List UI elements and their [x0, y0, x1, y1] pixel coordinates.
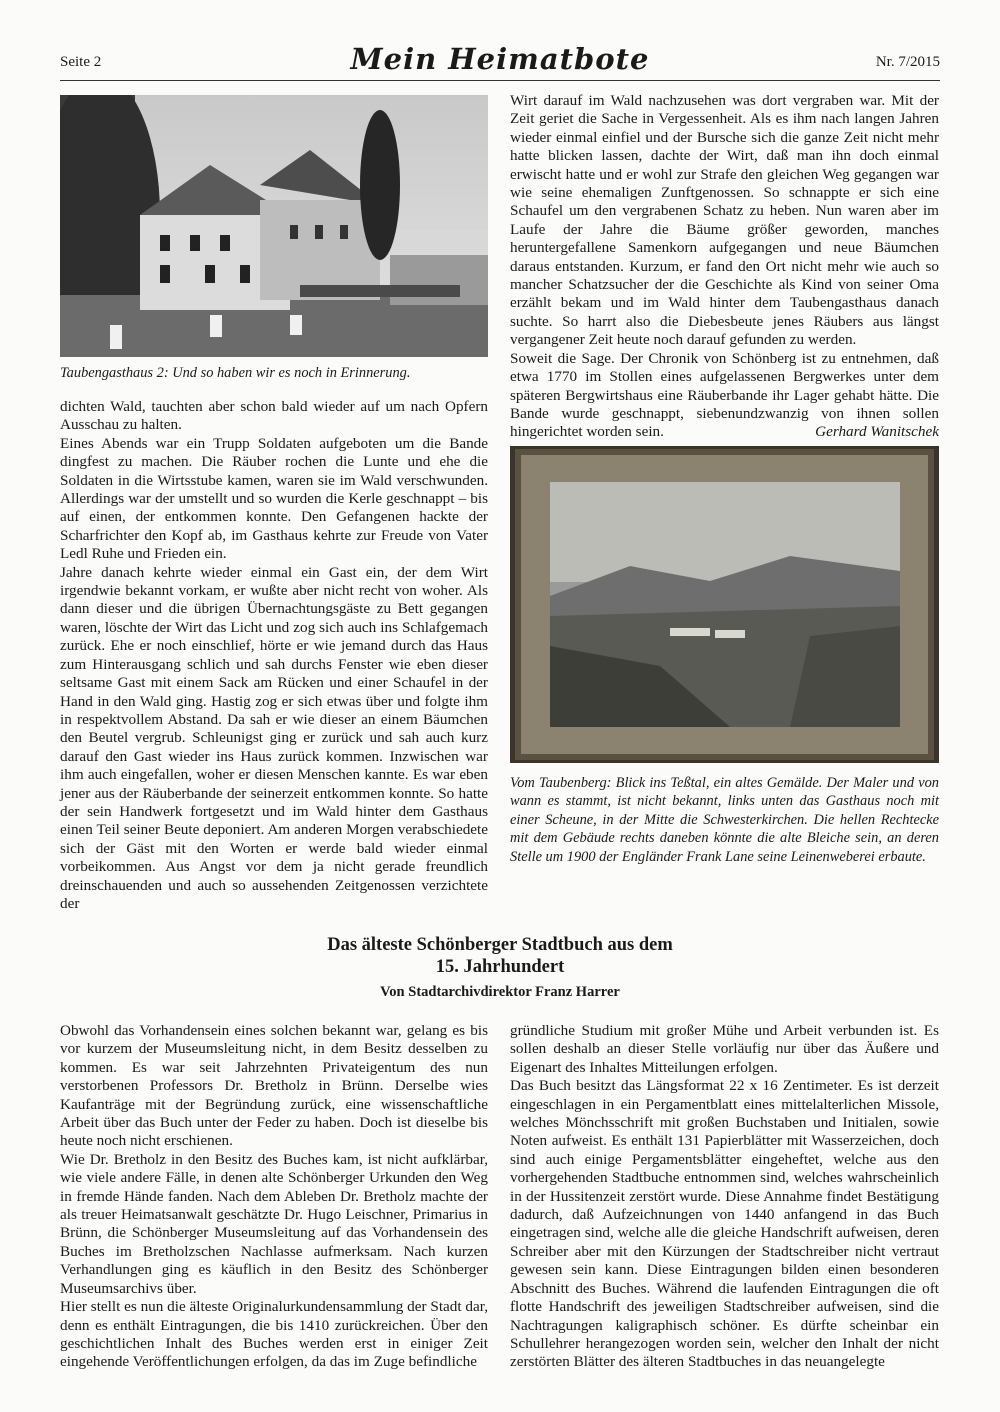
article-byline: Von Stadtarchivdirektor Franz Harrer: [380, 984, 620, 1000]
left-column: [60, 398, 488, 913]
painting-photo: [510, 446, 939, 763]
paragraph: [510, 350, 939, 442]
painting-caption: Vom Taubenberg: Blick ins Teßtal, ein altes Gemälde. Der Maler und von wann es stammt, ist nicht bekannt, links unten das Gasthaus noch mit einer Scheune, in der Mitte die Schwesterkirchen. Die hellen Rechtecke mit dem Gebäude rechts daneben könnte die alte Bleiche sein, an deren Stelle um 1900 der Engländer Frank Lane seine Leinenweberei erbaute.: [510, 775, 939, 865]
header-rule: [60, 80, 940, 81]
article-title: [160, 934, 840, 978]
page-number: Seite 2: [60, 54, 102, 70]
author-signature: Gerhard Wanitschek: [815, 423, 939, 441]
masthead: Mein Heimatbote: [350, 42, 650, 76]
article2-right-column: [510, 1022, 939, 1372]
paragraph: Das Buch besitzt das Längsformat 22 x 16 Zentimeter. Es ist derzeit eingeschlagen in ein Pergamentblatt eines mittelalterlichen Missole, welches Mönchsschrift mit großen Buchstaben und Initialen, sowie Noten aufweist. Es enthält 131 Papierblätter mit Wasserzeichen, doch sind auch einige Pergamentsblätter eingeheftet, welche aus den vorhergehenden Stadtbuche entnommen sind, welches wahrscheinlich in der Hussitenzeit zerstört wurde. Diese Annahme findet Bestätigung dadurch, daß Aufzeichnungen von 1440 anfangend in das Buch eingetragen sind, welche alle die gleiche Handschrift aufweisen, deren Schreiber aber mit den Kürzungen der Stadtschreiber nicht vertraut gewesen sein kann. Diese Eintragungen bilden einen besonderen Abschnitt des Buches. Während die laufenden Eintragungen die oft flotte Handschrift des jeweiligen Stadtschreiber aufweisen, sind die Nachtragungen kaligraphisch schöner. Es dürfte scheinbar ein Schullehrer herangezogen worden sein, welcher den Inhalt der nicht zerstörten Blätter des älteren Stadtbuches in das neuangelegte: [510, 1077, 939, 1371]
photo-illustration: [60, 95, 488, 357]
painting-illustration: [510, 446, 939, 763]
page-header: [60, 42, 940, 78]
paragraph: Jahre danach kehrte wieder einmal ein Gast ein, der dem Wirt irgendwie bekannt vorkam, er wußte aber nicht recht von woher. Als dann dieser und die übrigen Übernachtungsgäste zu Bett gegangen waren, löschte der Wirt das Licht und zog sich auch ins Schlafgemach zurück. Ehe er noch einschlief, hörte er wie jemand durch das Haus zum Hinterausgang schlich und sah durchs Fenster wie eben dieser seltsame Gast mit einem Sack am Rücken und einer Schaufel in der Hand in den Wald ging. Hastig zog er sich etwas über und folgte ihm in respektvollem Abstand. Da sah er wie dieser an einem Bäumchen den Beutel vergrub. Schleunigst ging er zurück und sah auch kurz darauf den Gast wieder ins Haus zurück kommen. Inzwischen war ihm auch eingefallen, woher er diesen Menschen kannte. Es war eben jener aus der Räuberbande der seinerzeit entkommen konnte. So hatte der sein Handwerk fortgesetzt und im Wald hinter dem Gasthaus einen Teil seiner Beute deponiert. Am anderen Morgen verabschiedete sich der Gäst mit den Worten er werde bald wieder einmal vorbeikommen. Aus Angst vor dem ja nicht gerade freundlich dreinschauenden und auch so aussehenden Zeitgenossen verzichtete der: [60, 563, 488, 912]
article-title-line: Das älteste Schönberger Stadtbuch aus dem: [327, 935, 673, 955]
article2-left-column: [60, 1022, 488, 1372]
issue-number: Nr. 7/2015: [875, 54, 940, 70]
paragraph: Hier stellt es nun die älteste Originalurkundensammlung der Stadt dar, denn es enthält Eintragungen, die bis 1410 zurückreichen. Über den geschichtlichen Inhalt des Buches werden erst in einiger Zeit eingehende Veröffentlichungen erfolgen, da das im Zuge befindliche: [60, 1298, 488, 1371]
paragraph: Wirt darauf im Wald nachzusehen was dort vergraben war. Mit der Zeit geriet die Sache in Vergessenheit. Als es ihm nach langen Jahren wieder einmal einfiel und der Bursche sich die ganze Zeit nicht mehr hatte blicken lassen, dachte der Wirt, daß man ihn doch einmal erwischt hatte und er wohl zur Strafe den gleichen Weg gegangen war wie seine ehemaligen Zunftgenossen. So schnappte er sich eine Schaufel um den vergrabenen Schatz zu heben. Nun waren aber im Laufe der Jahre die Bäume größer geworden, manches heruntergefallene Samenkorn aufgegangen und neue Bäumchen daraus entstanden. Kurzum, er fand den Ort nicht mehr wie auch so mancher Schatzsucher der die Geschichte als Kind von seiner Oma erzählt bekam und im Wald hinter dem Taubengasthaus danach suchte. So harrt also die Diebesbeute jenes Räubers aus längst vergangener Zeit heute noch darauf gefunden zu werden.: [510, 92, 939, 349]
paragraph: gründliche Studium mit großer Mühe und Arbeit verbunden ist. Es sollen deshalb an dieser Stelle vorläufig nur über das Äußere und Eigenart des Inhaltes Mitteilungen erfolgen.: [510, 1022, 939, 1076]
paragraph: Wie Dr. Bretholz in den Besitz des Buches kam, ist nicht aufklärbar, wie viele andere Fälle, in denen alte Schönberger Urkunden den Weg in fremde Hände fanden. Nach dem Ableben Dr. Bretholz machte der als treuer Heimatsanwalt geschätzte Dr. Hugo Leischner, Primarius in Brünn, die Schönberger Museumsleitung auf das Vorhandensein des Buches im Bretholzschen Nachlasse aufmerksam. Nach kurzen Verhandlungen ging es käuflich in den Besitz des Schönberger Museumsarchivs über.: [60, 1150, 488, 1297]
article-title-line: 15. Jahrhundert: [435, 957, 565, 977]
right-column: [510, 92, 939, 442]
photo-caption: Taubengasthaus 2: Und so haben wir es noch in Erinnerung.: [60, 365, 411, 381]
paragraph: dichten Wald, tauchten aber schon bald wieder auf um nach Opfern Ausschau zu halten.: [60, 398, 488, 434]
paragraph-text: Soweit die Sage. Der Chronik von Schönberg ist zu entnehmen, daß etwa 1770 im Stollen eines aufgelassenen Bergwerkes unter dem späteren Bergwirtshaus eine Räuberbande ihr Lager gehabt hätte. Die Bande wurde geschnappt, siebenundzwanzig von ihnen sollen hingerichtet worden sein.: [510, 349, 939, 441]
paragraph: Eines Abends war ein Trupp Soldaten aufgeboten um die Bande dingfest zu machen. Die Räuber rochen die Lunte und ehe die Soldaten in die Wirtsstube kamen, waren sie im Wald verschwunden. Allerdings war der umstellt und so wurden die Kerle geschnappt – bis auf einen, der entkommen konnte. Den Gefangenen hackte der Scharfrichter den Kopf ab, im Gasthaus kehrte zur Freude von Vater Ledl Ruhe und Frieden ein.: [60, 434, 488, 563]
paragraph: Obwohl das Vorhandensein eines solchen bekannt war, gelang es bis vor kurzem der Museumsleitung nicht, in dem Besitz desselben zu kommen. Es war seit Jahrzehnten Privateigentum des nun verstorbenen Professors Dr. Bretholz in Brünn. Derselbe wies Kaufanträge mit der Begründung zurück, eine wissenschaftliche Arbeit über das Buch unter der Feder zu haben. Doch ist dieselbe bis heute noch nicht erschienen.: [60, 1022, 488, 1150]
taubengasthaus-photo: [60, 95, 488, 357]
